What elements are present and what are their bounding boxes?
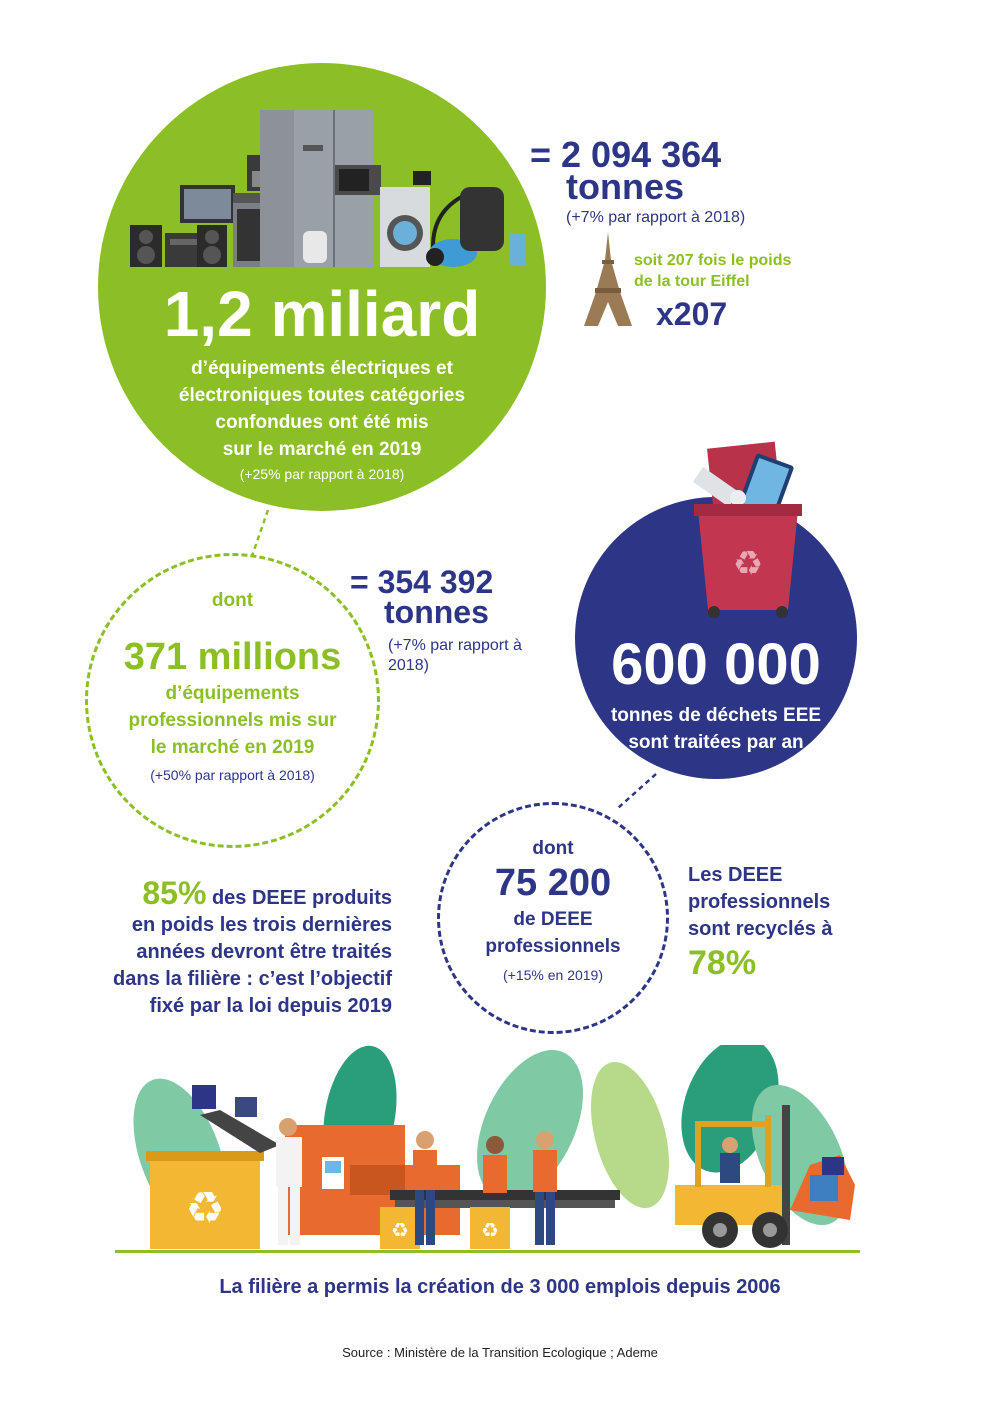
appliances-illustration <box>125 105 535 270</box>
objective-line: fixé par la loi depuis 2019 <box>149 995 392 1017</box>
professional-weight-change <box>388 636 522 676</box>
professional-weight-value: = 354 392 <box>350 564 494 600</box>
recycling-plant-illustration <box>110 1045 870 1260</box>
desc-line: le marché en 2019 <box>150 737 315 758</box>
change-line: (+7% par rapport à <box>388 637 522 654</box>
professional-equipment-headline: 371 millions <box>123 636 342 678</box>
recycled-line: Les DEEE <box>688 864 783 886</box>
total-equipment-headline: 1,2 miliard <box>163 278 481 350</box>
waste-bin-illustration <box>688 440 808 620</box>
eiffel-multiplier: x207 <box>656 296 728 332</box>
desc-line: de DEEE <box>513 909 593 930</box>
source-note: Source : Ministère de la Transition Ecologique ; Ademe <box>342 1345 658 1360</box>
change-line: 2018) <box>388 657 429 674</box>
waste-treated-headline: 600 000 <box>611 632 821 697</box>
svg-text:♻: ♻ <box>732 544 764 584</box>
waste-treated-description <box>575 702 857 756</box>
connector-line <box>240 508 280 558</box>
total-equipment-description <box>98 355 546 463</box>
recycled-text <box>688 862 833 983</box>
professional-waste-headline: 75 200 <box>494 862 612 904</box>
connector-line <box>610 770 660 810</box>
eiffel-line: soit 207 fois le poids <box>634 252 792 269</box>
total-equipment-change: (+25% par rapport à 2018) <box>239 466 405 482</box>
desc-line: électroniques toutes catégories <box>178 385 466 406</box>
eiffel-line: de la tour Eiffel <box>634 273 750 290</box>
desc-line: sur le marché en 2019 <box>222 439 422 460</box>
svg-text:♻: ♻ <box>185 1183 225 1234</box>
total-weight-change: (+7% par rapport à 2018) <box>566 209 746 226</box>
jobs-statement: La filière a permis la création de 3 000 emplois depuis 2006 <box>219 1276 781 1298</box>
professional-equipment-description <box>85 680 380 761</box>
eiffel-comparison <box>634 250 791 292</box>
objective-line: des DEEE produits <box>206 887 392 909</box>
recycled-percent: 78% <box>688 944 757 982</box>
svg-text:♻: ♻ <box>391 1218 409 1242</box>
professional-weight-unit: tonnes <box>384 594 489 630</box>
professional-waste-prefix: dont <box>532 838 574 859</box>
desc-line: d’équipements <box>165 683 300 704</box>
desc-line: professionnels mis sur <box>128 710 337 731</box>
professional-waste-change: (+15% en 2019) <box>502 967 604 983</box>
objective-percent: 85% <box>142 875 207 911</box>
desc-line: d’équipements électriques et <box>191 358 453 379</box>
objective-line: en poids les trois dernières <box>131 914 392 936</box>
recycled-line: professionnels <box>688 891 831 913</box>
objective-line: dans la filière : c’est l’objectif <box>113 968 392 990</box>
desc-line: professionnels <box>485 936 621 957</box>
objective-line: années devront être traités <box>136 941 392 963</box>
total-weight-unit: tonnes <box>566 166 685 207</box>
svg-text:♻: ♻ <box>481 1218 499 1242</box>
total-weight-value: = 2 094 364 <box>530 134 722 175</box>
desc-line: confondues ont été mis <box>215 412 429 433</box>
desc-line: sont traitées par an <box>628 732 804 753</box>
professional-equipment-change: (+50% par rapport à 2018) <box>150 767 315 783</box>
professional-waste-description <box>437 906 669 960</box>
objective-text <box>60 875 392 1020</box>
professional-prefix: dont <box>211 590 254 611</box>
desc-line: tonnes de déchets EEE <box>610 705 822 726</box>
recycled-line: sont recyclés à <box>688 918 833 940</box>
